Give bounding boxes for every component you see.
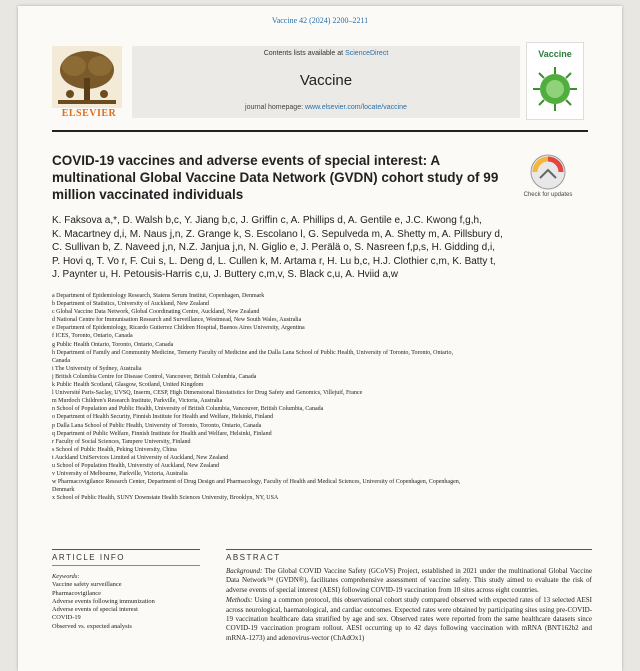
keyword: Pharmacovigilance [52,589,101,597]
affiliation: Canada [52,357,70,364]
affiliation: x School of Public Health, SUNY Downstate Health Sciences University, Brooklyn, NY, USA [52,495,279,502]
sciencedirect-link[interactable]: ScienceDirect [345,50,389,57]
affiliation: g Public Health Ontario, Toronto, Ontario, Canada [52,341,174,348]
affiliation: t Auckland UniServices Limited at University of Auckland, New Zealand [52,454,229,461]
affiliation: d National Centre for Immunisation Research and Surveillance, Westmead, New South Wales, Australia [52,317,302,324]
abstract-body [226,567,592,644]
journal-cover-image[interactable] [526,42,584,120]
cover-title: Vaccine [538,49,572,59]
affiliation-list [52,292,584,502]
affiliation: a Department of Epidemiology Research, Statens Serum Institut, Copenhagen, Denmark [52,293,265,299]
methods-label: Methods: [226,596,253,605]
keyword: COVID-19 [52,614,81,622]
journal-name: Vaccine [299,72,353,89]
author-line: K. Faksova a,*, D. Walsh b,c, Y. Jiang b,c, J. Griffin c, A. Phillips d, A. Gentile e, J.C. Kwong f,g,h, [52,215,482,226]
affiliation: r Faculty of Social Sciences, Tampere University, Finland [52,438,191,445]
affiliation: Denmark [52,487,75,494]
keyword: Observed vs. expected analysis [52,622,132,630]
journal-homepage [132,104,520,111]
keywords-divider [52,565,200,566]
abstract-methods [226,596,592,643]
article-title: COVID-19 vaccines and adverse events of special interest: A multinational Global Vaccine Data Network (GVDN) cohort study of 99 million vaccinated individuals [52,153,499,202]
check-for-updates-label[interactable]: Check for updates [523,192,573,198]
keyword: Adverse events of special interest [52,606,138,614]
header-divider [52,130,588,132]
abstract-rule [226,549,592,550]
affiliation: k Public Health Scotland, Glasgow, Scotland, United Kingdom [52,382,204,389]
check-for-updates-icon[interactable] [528,152,568,192]
affiliation: q Department of Public Welfare, Finnish Institute for Health and Welfare, Helsinki, Finland [52,430,272,437]
affiliation: b Department of Statistics, University of Auckland, New Zealand [52,301,209,308]
affiliation: j British Columbia Centre for Disease Control, Vancouver, British Columbia, Canada [52,373,257,380]
article-page [18,6,622,671]
author-line: J. Paynter u, H. Petousis-Harris c,u, J. Buttery c,m,v, S. Black c,u, A. Hviid a,w [52,269,399,281]
abstract-heading: ABSTRACT [226,553,281,562]
author-line: P. Hovi q, T. Vo r, F. Cui s, L. Deng d, L. Cullen k, M. Artama r, H. Lu b,c, H.J. Clothier c,m, K. Batty t, [52,255,496,267]
affiliation: n School of Population and Public Health, University of British Columbia, Vancouver, British Columbia, Canada [52,406,324,413]
affiliation: l Université Paris-Saclay, UVSQ, Inserm, CESP, High Dimensional Biostatistics for Drug Safety and Genomics, Villejuif, France [52,390,363,397]
affiliation: h Department of Family and Community Medicine, Temerty Faculty of Medicine and the Dalla Lana School of Public Health, University of Toronto, Toronto, Ontario, [52,349,453,356]
keyword: Vaccine safety surveillance [52,581,122,589]
affiliation: v University of Melbourne, Parkville, Victoria, Australia [52,471,188,478]
publisher-name: ELSEVIER [61,108,117,119]
journal-header [52,42,520,124]
affiliation: i The University of Sydney, Australia [52,365,142,372]
journal-masthead [132,46,520,118]
contents-prefix: Contents lists available at [263,50,344,57]
affiliation: u School of Population Health, University of Auckland, New Zealand [52,462,220,469]
homepage-prefix: journal homepage: [245,104,304,111]
author-line: C. Sullivan b, Z. Naveed j,n, N.Z. Janjua j,n, N. Giglio e, J. Perälä o, S. Nasreen f,p,s, H. Gidding d,i, [52,242,495,254]
methods-text: Using a common protocol, this observational cohort study compared observed with expected rates of 13 selected AESI across neurological, haematological, and cardiac outcomes. Expected rates were obtained by participating sites using pre-COVID-19 vaccination healthcare data stratified by age and sex. Observed rates were reported from the same healthcare datasets since COVID-19 vaccination program rollout. AESI occurring up to 42 days following vaccination with mRNA (BNT162b2 and mRNA-1273) and adenovirus-vector (ChAdOx1) [226,596,592,642]
article-info-rule [52,549,200,550]
affiliation: f ICES, Toronto, Ontario, Canada [52,333,133,340]
contents-notice [132,50,520,57]
affiliation: s School of Public Health, Peking University, China [52,446,177,453]
affiliation: e Department of Epidemiology, Ricardo Gutierrez Children Hospital, Buenos Aires University, Argentina [52,325,305,332]
homepage-link[interactable]: www.elsevier.com/locate/vaccine [305,104,407,111]
affiliation: w Pharmacovigilance Research Center, Department of Drug Design and Pharmacology, Faculty of Health and Medical Sciences, University of Copenhagen, Copenhagen, [52,479,461,486]
keywords-label: Keywords: [52,573,80,580]
author-line: K. Macartney d,i, M. Naus j,n, Z. Grange k, S. Escolano l, G. Sepulveda m, A. Shetty m, A. Pillsbury d, [52,228,503,240]
author-list [52,214,572,282]
virus-illustration [527,61,583,117]
background-text: The Global COVID Vaccine Safety (GCoVS) Project, established in 2021 under the multinational Global Vaccine Data Network™ (GVDN®), facilitates comprehensive assessment of vaccine safety. This study aimed to evaluate the risk of adverse events of special interest (AESI) following COVID-19 vaccination from 10 sites across eight countries. [226,567,592,594]
background-label: Background: [226,567,263,575]
keyword: Adverse events following immunization [52,597,155,605]
article-info-heading: ARTICLE INFO [52,553,125,562]
journal-citation[interactable]: Vaccine 42 (2024) 2200–2211 [271,16,369,25]
affiliation: o Department of Health Security, Finnish Institute for Health and Welfare, Helsinki, Finland [52,414,274,421]
keywords-block [52,573,212,631]
affiliation: p Dalla Lana School of Public Health, University of Toronto, Toronto, Ontario, Canada [52,422,262,429]
affiliation: c Global Vaccine Data Network, Global Coordinating Centre, Auckland, New Zealand [52,309,260,316]
abstract-background [226,567,592,595]
affiliation: m Murdoch Children's Research Institute, Parkville, Victoria, Australia [52,398,223,405]
